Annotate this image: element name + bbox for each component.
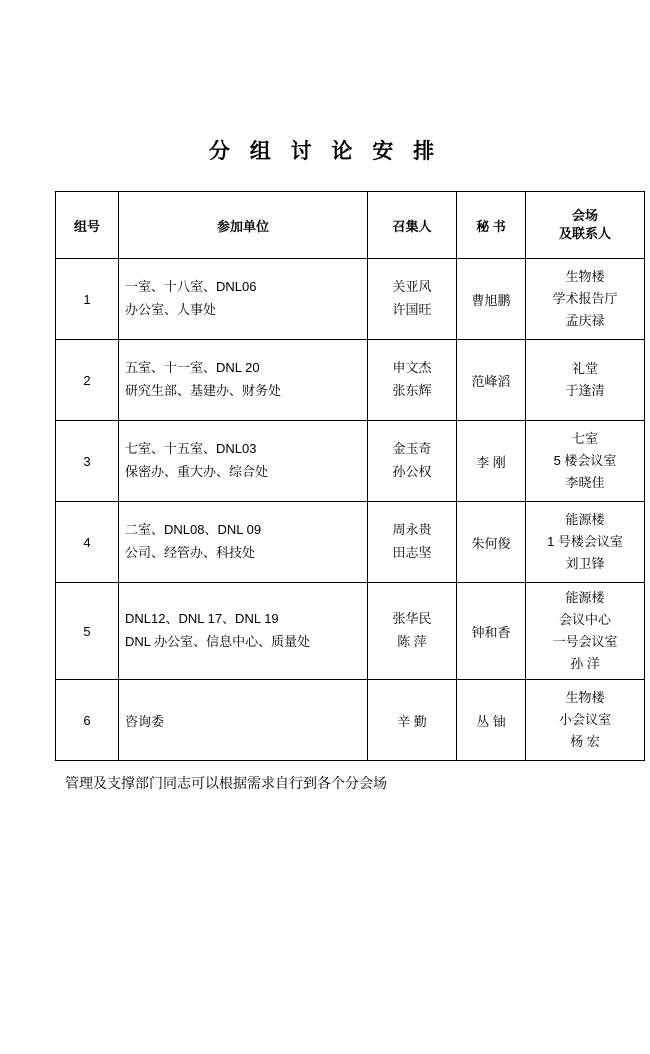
cell-secretary: 丛 铀 xyxy=(457,680,526,761)
venue-line3: 刘卫锋 xyxy=(565,556,605,572)
convener-line1: 周永贵 xyxy=(392,522,432,538)
venue-line1: 生物楼 xyxy=(565,268,605,284)
venue-line4: 孙 洋 xyxy=(570,656,600,672)
header-secretary: 秘 书 xyxy=(457,192,526,259)
cell-secretary: 朱何俊 xyxy=(457,502,526,583)
header-convener: 召集人 xyxy=(368,192,457,259)
cell-units xyxy=(119,421,368,502)
venue-line1: 生物楼 xyxy=(565,690,605,706)
table-row xyxy=(56,680,645,761)
venue-line3: 一号会议室 xyxy=(552,634,618,650)
cell-secretary: 范峰滔 xyxy=(457,340,526,421)
table-header-row xyxy=(56,192,645,259)
cell-venue xyxy=(526,421,645,502)
cell-venue xyxy=(526,340,645,421)
cell-group-no: 4 xyxy=(56,502,119,583)
cell-group-no: 6 xyxy=(56,680,119,761)
convener-line1: 辛 勤 xyxy=(397,713,427,729)
cell-secretary: 李 刚 xyxy=(457,421,526,502)
cell-group-no: 5 xyxy=(56,583,119,680)
table-row xyxy=(56,421,645,502)
cell-convener xyxy=(368,340,457,421)
convener-line2: 孙公权 xyxy=(392,464,432,479)
venue-line3: 李晓佳 xyxy=(565,475,605,491)
table-header xyxy=(56,192,645,259)
venue-line3: 杨 宏 xyxy=(570,734,600,750)
units-line2: 研究生部、基建办、财务处 xyxy=(125,383,282,398)
units-line1: 二室、DNL08、DNL 09 xyxy=(125,522,262,538)
header-units: 参加单位 xyxy=(119,192,368,259)
cell-secretary: 钟和香 xyxy=(457,583,526,680)
footnote: 管理及支撑部门同志可以根据需求自行到各个分会场 xyxy=(65,775,387,792)
venue-line2: 5 楼会议室 xyxy=(553,452,617,468)
cell-units xyxy=(119,502,368,583)
convener-line1: 关亚风 xyxy=(392,279,432,295)
table-row xyxy=(56,583,645,680)
venue-line2: 小会议室 xyxy=(558,712,611,728)
venue-line2: 1 号楼会议室 xyxy=(547,533,623,549)
header-venue xyxy=(526,192,645,259)
cell-convener xyxy=(368,502,457,583)
header-group-no: 组号 xyxy=(56,192,119,259)
cell-venue xyxy=(526,502,645,583)
venue-line1: 礼堂 xyxy=(571,360,598,376)
cell-group-no: 1 xyxy=(56,259,119,340)
convener-line1: 张华民 xyxy=(392,611,432,627)
cell-group-no: 2 xyxy=(56,340,119,421)
units-line1: 七室、十五室、DNL03 xyxy=(125,441,257,457)
venue-line2: 学术报告厅 xyxy=(552,290,618,306)
units-line1: DNL12、DNL 17、DNL 19 xyxy=(125,611,279,627)
cell-convener xyxy=(368,680,457,761)
cell-convener xyxy=(368,259,457,340)
header-venue-line2: 及联系人 xyxy=(558,226,611,241)
venue-line2: 于逢清 xyxy=(565,383,605,398)
cell-group-no: 3 xyxy=(56,421,119,502)
convener-line1: 金玉奇 xyxy=(392,441,432,457)
cell-units xyxy=(119,340,368,421)
cell-secretary: 曹旭鹏 xyxy=(457,259,526,340)
cell-units xyxy=(119,680,368,761)
convener-line1: 申文杰 xyxy=(392,360,432,376)
units-line1: 五室、十一室、DNL 20 xyxy=(125,360,260,376)
convener-line2: 田志坚 xyxy=(392,545,432,560)
venue-line1: 七室 xyxy=(571,430,598,446)
units-line2: 公司、经管办、科技处 xyxy=(125,545,256,560)
venue-line1: 能源楼 xyxy=(565,511,605,527)
cell-venue xyxy=(526,680,645,761)
units-line1: 一室、十八室、DNL06 xyxy=(125,279,257,295)
cell-venue xyxy=(526,583,645,680)
table-row xyxy=(56,340,645,421)
units-line1: 咨询委 xyxy=(125,713,165,729)
units-line2: 办公室、人事处 xyxy=(125,302,217,317)
units-line2: DNL 办公室、信息中心、质量处 xyxy=(125,634,311,650)
page-title: 分 组 讨 论 安 排 xyxy=(208,140,442,163)
cell-units xyxy=(119,583,368,680)
convener-line2: 许国旺 xyxy=(392,302,432,317)
cell-convener xyxy=(368,583,457,680)
header-venue-line1: 会场 xyxy=(571,208,598,224)
cell-venue xyxy=(526,259,645,340)
table-row xyxy=(56,502,645,583)
venue-line2: 会议中心 xyxy=(558,612,611,628)
cell-convener xyxy=(368,421,457,502)
table-row xyxy=(56,259,645,340)
table-body xyxy=(56,259,645,761)
venue-line3: 孟庆禄 xyxy=(565,313,605,329)
convener-line2: 张东辉 xyxy=(392,383,432,398)
cell-units xyxy=(119,259,368,340)
document-page xyxy=(0,135,650,1054)
group-discussion-table xyxy=(55,191,645,761)
units-line2: 保密办、重大办、综合处 xyxy=(125,464,269,479)
venue-line1: 能源楼 xyxy=(565,590,605,605)
convener-line2: 陈 萍 xyxy=(397,634,427,650)
